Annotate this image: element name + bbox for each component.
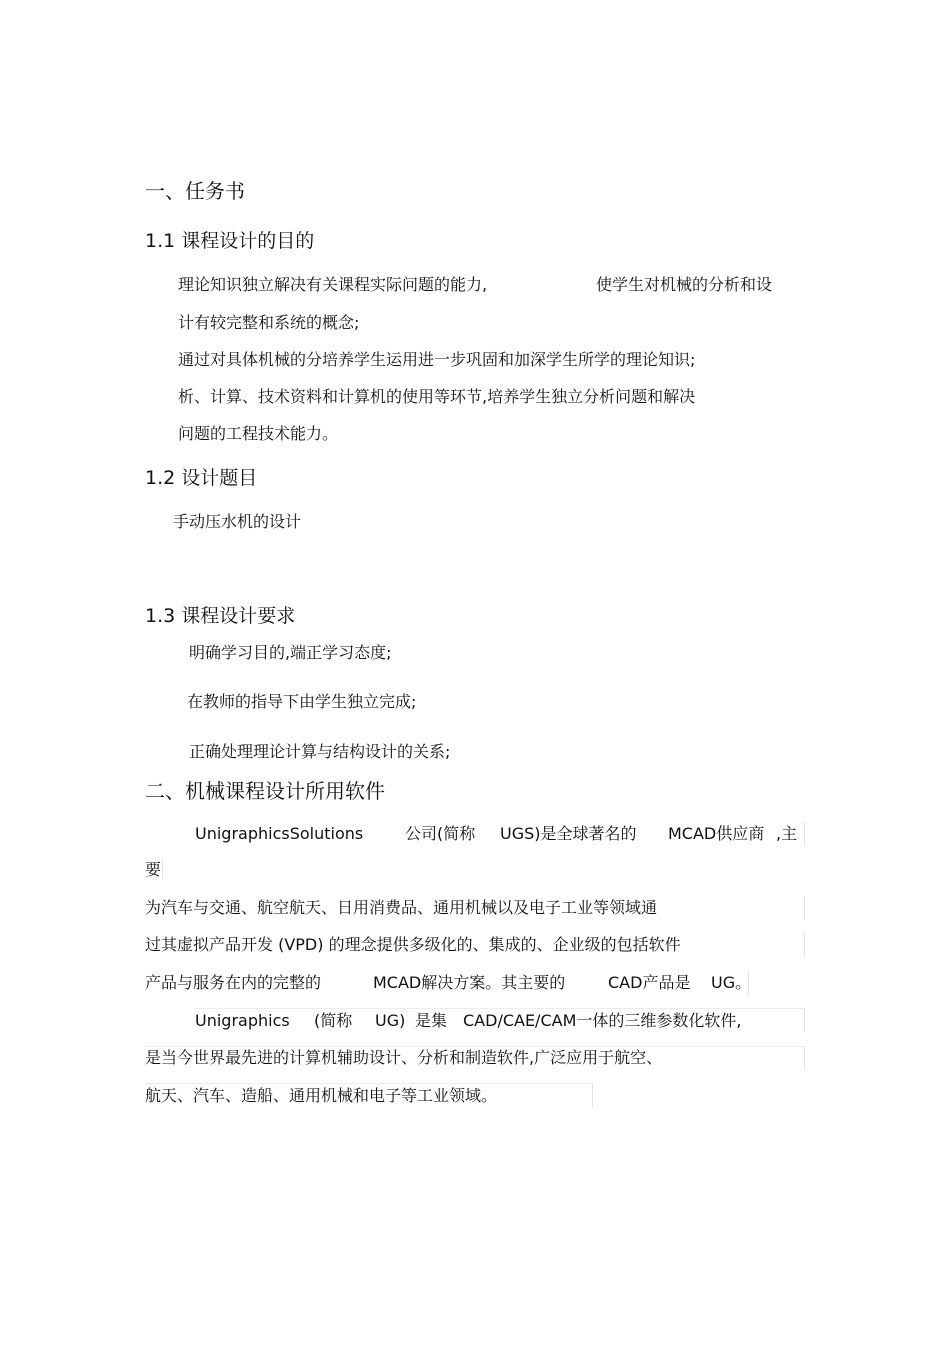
section-heading-software: 二、机械课程设计所用软件 xyxy=(145,779,385,803)
border-artifact xyxy=(748,971,749,995)
purpose-line-4: 析、计算、技术资料和计算机的使用等环节,培养学生独立分析问题和解决 xyxy=(178,387,696,406)
purpose-line-1a: 理论知识独立解决有关课程实际问题的能力, xyxy=(178,275,488,294)
border-artifact xyxy=(804,1008,805,1032)
border-artifact xyxy=(804,1046,805,1070)
software-p1-l1b: 公司(简称 xyxy=(405,824,476,843)
border-artifact xyxy=(145,1046,805,1047)
border-artifact xyxy=(162,858,163,880)
software-p2-l2: 是当今世界最先进的计算机辅助设计、分析和制造软件,广泛应用于航空、 xyxy=(145,1048,663,1067)
subsection-title-purpose: 1.1 课程设计的目的 xyxy=(145,230,315,252)
software-p1-l3: 为汽车与交通、航空航天、日用消费品、通用机械以及电子工业等领域通 xyxy=(145,898,658,917)
border-artifact xyxy=(804,822,805,846)
topic-line-1: 手动压水机的设计 xyxy=(173,512,302,531)
section-heading-task-book: 一、任务书 xyxy=(145,179,245,203)
purpose-line-1b: 使学生对机械的分析和设 xyxy=(596,275,773,294)
software-p1-l4: 过其虚拟产品开发 (VPD) 的理念提供多级化的、集成的、企业级的包括软件 xyxy=(145,935,681,954)
software-p2-l3: 航天、汽车、造船、通用机械和电子等工业领域。 xyxy=(145,1086,498,1105)
border-artifact xyxy=(804,933,805,957)
requirement-line-2: 在教师的指导下由学生独立完成; xyxy=(187,692,417,711)
software-p1-l5b: MCAD解决方案。其主要的 xyxy=(373,973,566,992)
border-artifact xyxy=(145,1083,593,1084)
software-p2-l1e: CAD/CAE/CAM一体的三维参数化软件, xyxy=(463,1011,742,1030)
border-artifact xyxy=(804,896,805,920)
software-p1-l5c: CAD产品是 xyxy=(608,973,691,992)
subsection-title-topic: 1.2 设计题目 xyxy=(145,467,258,489)
border-artifact xyxy=(195,1008,805,1009)
requirement-line-3: 正确处理理论计算与结构设计的关系; xyxy=(189,742,451,761)
software-p1-l2: 要 xyxy=(145,860,162,879)
software-p1-l5d: UG。 xyxy=(711,973,752,992)
border-artifact xyxy=(592,1083,593,1107)
purpose-line-2: 计有较完整和系统的概念; xyxy=(178,313,360,332)
software-p1-l1e: ,主 xyxy=(776,824,798,843)
software-p1-l1c: UGS)是全球著名的 xyxy=(500,824,637,843)
software-p2-l1c: UG) xyxy=(375,1011,406,1030)
software-p1-l5a: 产品与服务在内的完整的 xyxy=(145,973,322,992)
software-p2-l1d: 是集 xyxy=(415,1011,448,1030)
purpose-line-3: 通过对具体机械的分培养学生运用进一步巩固和加深学生所学的理论知识; xyxy=(178,350,696,369)
software-p2-l1b: (简称 xyxy=(314,1011,353,1030)
purpose-line-5: 问题的工程技术能力。 xyxy=(178,424,339,443)
requirement-line-1: 明确学习目的,端正学习态度; xyxy=(189,643,392,662)
software-p2-l1a: Unigraphics xyxy=(195,1011,290,1030)
software-p1-l1a: UnigraphicsSolutions xyxy=(195,824,364,843)
subsection-title-requirements: 1.3 课程设计要求 xyxy=(145,605,296,627)
software-p1-l1d: MCAD供应商 xyxy=(668,824,765,843)
